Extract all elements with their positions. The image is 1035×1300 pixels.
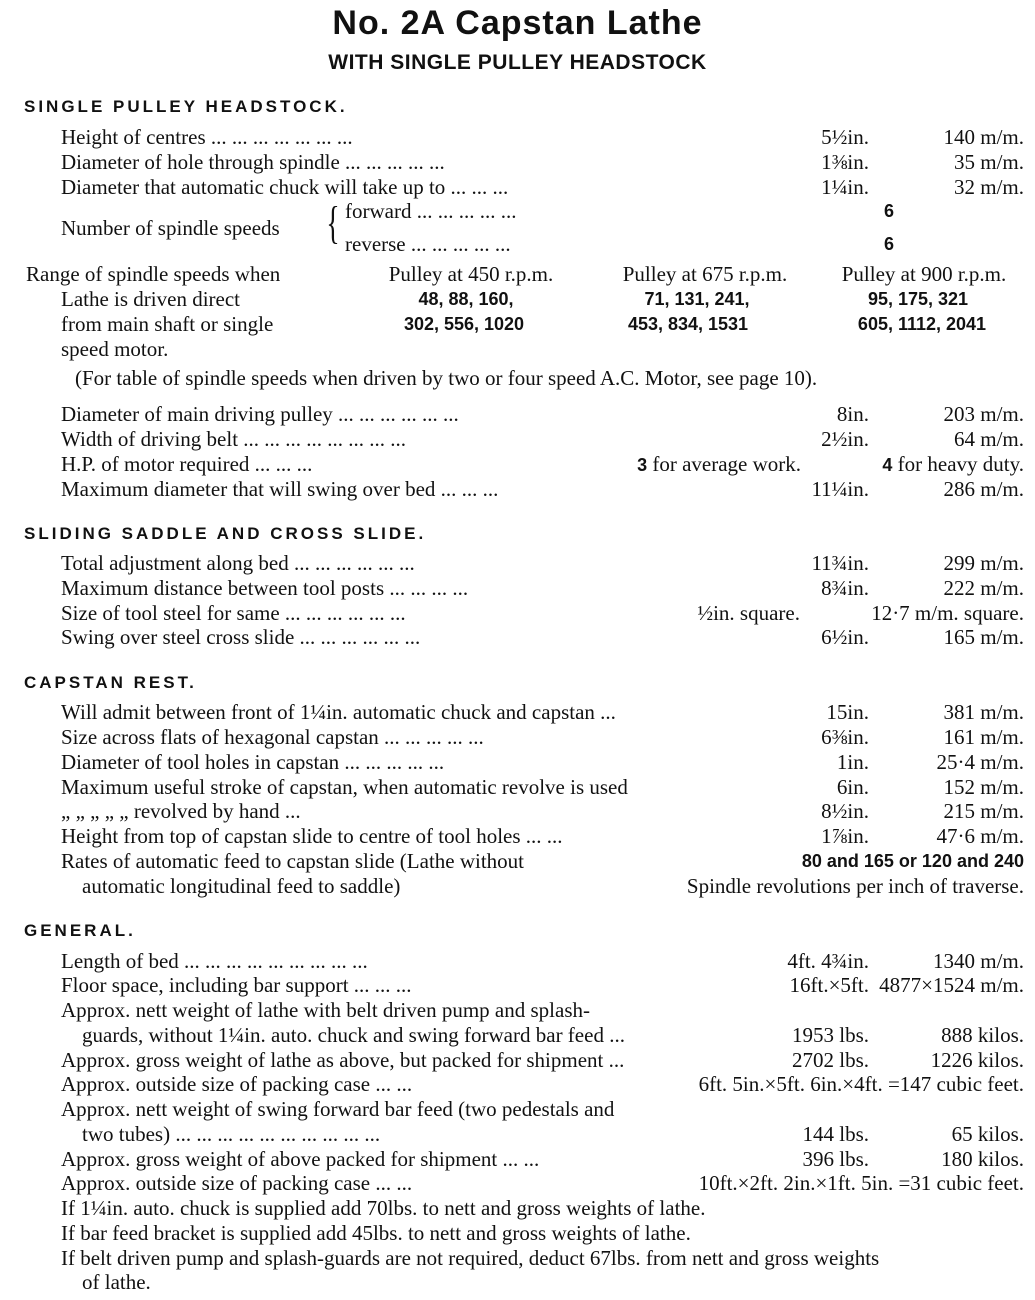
feed-row: [0, 874, 1035, 899]
note-text: If 1¼in. auto. chuck is supplied add 70lbs. to nett and gross weights of lathe.: [61, 1196, 706, 1220]
section-heading-headstock: SINGLE PULLEY HEADSTOCK.: [24, 97, 348, 116]
hp-heavy-text: for heavy duty.: [892, 452, 1024, 476]
spec-row: [0, 1147, 1035, 1172]
row-metric: 286 m/m.: [943, 477, 1024, 501]
row-label: Will admit between front of 1¼in. automatic chuck and capstan ...: [61, 700, 616, 724]
row-label: Maximum useful stroke of capstan, when automatic revolve is used: [61, 775, 628, 799]
row-imperial: 1⅜in.: [821, 150, 869, 174]
row-imperial: 16ft.×5ft.: [789, 973, 869, 997]
spec-row: [0, 824, 1035, 849]
spec-row: [0, 402, 1035, 427]
row-imperial: 11¼in.: [811, 477, 869, 501]
section-heading-saddle: SLIDING SADDLE AND CROSS SLIDE.: [24, 524, 427, 543]
row-label: Approx. outside size of packing case ... ...: [61, 1171, 413, 1195]
row-imperial: 8¾in.: [821, 576, 869, 600]
row-imperial: 5½in.: [821, 125, 869, 149]
row-metric: 1226 kilos.: [930, 1048, 1024, 1072]
page-subtitle: WITH SINGLE PULLEY HEADSTOCK: [328, 51, 707, 74]
range-header-675: Pulley at 675 r.p.m.: [622, 262, 788, 286]
note-row: [0, 1270, 1035, 1295]
row-metric: 47·6 m/m.: [936, 824, 1024, 848]
row-imperial: 1in.: [836, 750, 869, 774]
row-metric: 35 m/m.: [953, 150, 1024, 174]
range-header-450: Pulley at 450 r.p.m.: [388, 262, 554, 286]
range-speeds-675-line1: 71, 131, 241,: [644, 289, 750, 309]
row-metric: 4877×1524 m/m.: [879, 973, 1024, 997]
spec-row: [0, 1023, 1035, 1048]
row-label: Approx. nett weight of swing forward bar feed (two pedestals and: [61, 1097, 615, 1121]
row-label: Floor space, including bar support ... ... ...: [61, 973, 412, 997]
row-metric: 180 kilos.: [941, 1147, 1024, 1171]
row-metric: 165 m/m.: [943, 625, 1024, 649]
row-label: Length of bed ... ... ... ... ... ... ... ... ...: [61, 949, 368, 973]
spec-row: [0, 551, 1035, 576]
row-imperial: 15in.: [826, 700, 869, 724]
spec-row: [0, 750, 1035, 775]
spec-row: [0, 799, 1035, 824]
note-text: of lathe.: [82, 1270, 151, 1294]
range-row: [0, 262, 1035, 287]
hp-heavy: [882, 452, 1024, 478]
row-label: Approx. outside size of packing case ... ...: [61, 1072, 413, 1096]
feed-rates-note: Spindle revolutions per inch of traverse.: [686, 874, 1024, 898]
spindle-speeds-forward-row: [0, 199, 1035, 224]
spec-row: [0, 1097, 1035, 1122]
spec-row: [0, 1171, 1035, 1196]
row-label: Height from top of capstan slide to centre of tool holes ... ...: [61, 824, 563, 848]
row-imperial: 1¼in.: [821, 175, 869, 199]
row-label: Swing over steel cross slide ... ... ... ... ... ...: [61, 625, 421, 649]
spec-row: [0, 427, 1035, 452]
row-label: Approx. gross weight of above packed for shipment ... ...: [61, 1147, 540, 1171]
row-imperial: 6½in.: [821, 625, 869, 649]
row-label: Maximum distance between tool posts ... ... ... ...: [61, 576, 469, 600]
reverse-value: 6: [884, 234, 895, 254]
range-label-line: from main shaft or single: [61, 312, 274, 336]
reverse-label: reverse ... ... ... ... ...: [345, 232, 511, 256]
row-metric: 152 m/m.: [943, 775, 1024, 799]
range-label-line: speed motor.: [61, 337, 169, 361]
spec-row: [0, 150, 1035, 175]
range-speeds-450-line1: 48, 88, 160,: [418, 289, 514, 309]
forward-value: 6: [884, 201, 895, 221]
row-label: Diameter of main driving pulley ... ... ... ... ... ...: [61, 402, 459, 426]
spec-row: [0, 1048, 1035, 1073]
spec-row: [0, 973, 1035, 998]
range-speeds-675-line2: 453, 834, 1531: [627, 314, 749, 334]
feed-rates: 80 and 165 or 120 and 240: [801, 851, 1024, 871]
row-metric: 32 m/m.: [953, 175, 1024, 199]
range-label-line: Range of spindle speeds when: [26, 262, 281, 286]
row-imperial: 2½in.: [821, 427, 869, 451]
spec-row: [0, 998, 1035, 1023]
row-label: Maximum diameter that will swing over bed ... ... ...: [61, 477, 499, 501]
spec-row: [0, 125, 1035, 150]
spec-row: [0, 1072, 1035, 1097]
row-metric: 64 m/m.: [953, 427, 1024, 451]
row-imperial: 6⅜in.: [821, 725, 869, 749]
hp-average-value: 3: [637, 455, 648, 475]
range-label-line: Lathe is driven direct: [61, 287, 241, 311]
row-metric: 25·4 m/m.: [936, 750, 1024, 774]
row-metric: 222 m/m.: [943, 576, 1024, 600]
spec-row: [0, 175, 1035, 200]
row-metric: 203 m/m.: [943, 402, 1024, 426]
range-speeds-450-line2: 302, 556, 1020: [403, 314, 525, 334]
range-row: [0, 312, 1035, 337]
range-row: [0, 337, 1035, 362]
spindle-speeds-label: Number of spindle speeds: [61, 216, 280, 240]
range-note: (For table of spindle speeds when driven by two or four speed A.C. Motor, see page 10).: [75, 366, 818, 390]
spec-row-hp: [0, 452, 1035, 477]
row-metric: 161 m/m.: [943, 725, 1024, 749]
row-label: Approx. gross weight of lathe as above, but packed for shipment ...: [61, 1048, 625, 1072]
note-row: [0, 1246, 1035, 1271]
spec-row: [0, 576, 1035, 601]
row-metric: 299 m/m.: [943, 551, 1024, 575]
row-label: two tubes) ... ... ... ... ... ... ... ... ... ...: [82, 1122, 381, 1146]
note-row: [0, 1196, 1035, 1221]
row-label: Size of tool steel for same ... ... ... ... ... ...: [61, 601, 406, 625]
spec-row: [0, 725, 1035, 750]
note-text: If belt driven pump and splash-guards are not required, deduct 67lbs. from nett and gross weights: [61, 1246, 880, 1270]
spec-row: [0, 1122, 1035, 1147]
row-imperial: 1⅞in.: [821, 824, 869, 848]
spec-row: [0, 625, 1035, 650]
range-note-row: [0, 366, 1035, 391]
row-metric: 140 m/m.: [943, 125, 1024, 149]
section-heading-capstan: CAPSTAN REST.: [24, 673, 197, 692]
row-imperial: 396 lbs.: [802, 1147, 869, 1171]
forward-label: forward ... ... ... ... ...: [345, 199, 517, 223]
row-label: „ „ „ „ „ revolved by hand ...: [61, 799, 301, 823]
hp-average-text: for average work.: [647, 452, 801, 476]
row-metric: 65 kilos.: [951, 1122, 1024, 1146]
row-imperial: ½in. square.: [697, 601, 800, 625]
row-label: Diameter that automatic chuck will take up to ... ... ...: [61, 175, 509, 199]
range-speeds-900-line2: 605, 1112, 2041: [857, 314, 987, 334]
row-label: Diameter of hole through spindle ... ... ... ... ...: [61, 150, 445, 174]
page-title: No. 2A Capstan Lathe: [332, 4, 703, 42]
row-label: H.P. of motor required ... ... ...: [61, 452, 313, 476]
hp-heavy-value: 4: [882, 455, 893, 475]
brace-symbol: {: [326, 197, 340, 248]
section-heading-general: GENERAL.: [24, 921, 136, 940]
feed-label-line2: automatic longitudinal feed to saddle): [82, 874, 401, 898]
row-imperial: 2702 lbs.: [791, 1048, 869, 1072]
row-label: guards, without 1¼in. auto. chuck and swing forward bar feed ...: [82, 1023, 625, 1047]
range-row: [0, 287, 1035, 312]
spec-row: [0, 700, 1035, 725]
row-metric: 215 m/m.: [943, 799, 1024, 823]
row-label: Height of centres ... ... ... ... ... ... ...: [61, 125, 353, 149]
range-speeds-900-line1: 95, 175, 321: [867, 289, 969, 309]
hp-average: [637, 452, 801, 478]
feed-label-line1: Rates of automatic feed to capstan slide (Lathe without: [61, 849, 525, 873]
row-label: Size across flats of hexagonal capstan ... ... ... ... ...: [61, 725, 484, 749]
row-imperial: 1953 lbs.: [791, 1023, 869, 1047]
row-label: Diameter of tool holes in capstan ... ... ... ... ...: [61, 750, 445, 774]
row-metric: 888 kilos.: [941, 1023, 1024, 1047]
spindle-speeds-reverse-row: [0, 232, 1035, 257]
spec-row: [0, 775, 1035, 800]
row-label: Approx. nett weight of lathe with belt driven pump and splash-: [61, 998, 590, 1022]
spec-row: [0, 477, 1035, 502]
row-metric: 1340 m/m.: [932, 949, 1024, 973]
range-header-900: Pulley at 900 r.p.m.: [841, 262, 1007, 286]
row-imperial: 6in.: [836, 775, 869, 799]
row-label: Total adjustment along bed ... ... ... ... ... ...: [61, 551, 415, 575]
spec-row: [0, 949, 1035, 974]
row-label: Width of driving belt ... ... ... ... ... ... ... ...: [61, 427, 407, 451]
row-imperial: 11¾in.: [811, 551, 869, 575]
row-imperial: 8½in.: [821, 799, 869, 823]
spec-row: [0, 601, 1035, 626]
row-imperial: 8in.: [836, 402, 869, 426]
row-imperial: 4ft. 4¾in.: [787, 949, 869, 973]
packing-case-size: 10ft.×2ft. 2in.×1ft. 5in. =31 cubic feet.: [698, 1171, 1024, 1195]
packing-case-size: 6ft. 5in.×5ft. 6in.×4ft. =147 cubic feet.: [698, 1072, 1024, 1096]
note-text: If bar feed bracket is supplied add 45lbs. to nett and gross weights of lathe.: [61, 1221, 691, 1245]
note-row: [0, 1221, 1035, 1246]
feed-row: [0, 849, 1035, 874]
row-metric: 381 m/m.: [943, 700, 1024, 724]
row-metric: 12·7 m/m. square.: [871, 601, 1024, 625]
row-imperial: 144 lbs.: [802, 1122, 869, 1146]
